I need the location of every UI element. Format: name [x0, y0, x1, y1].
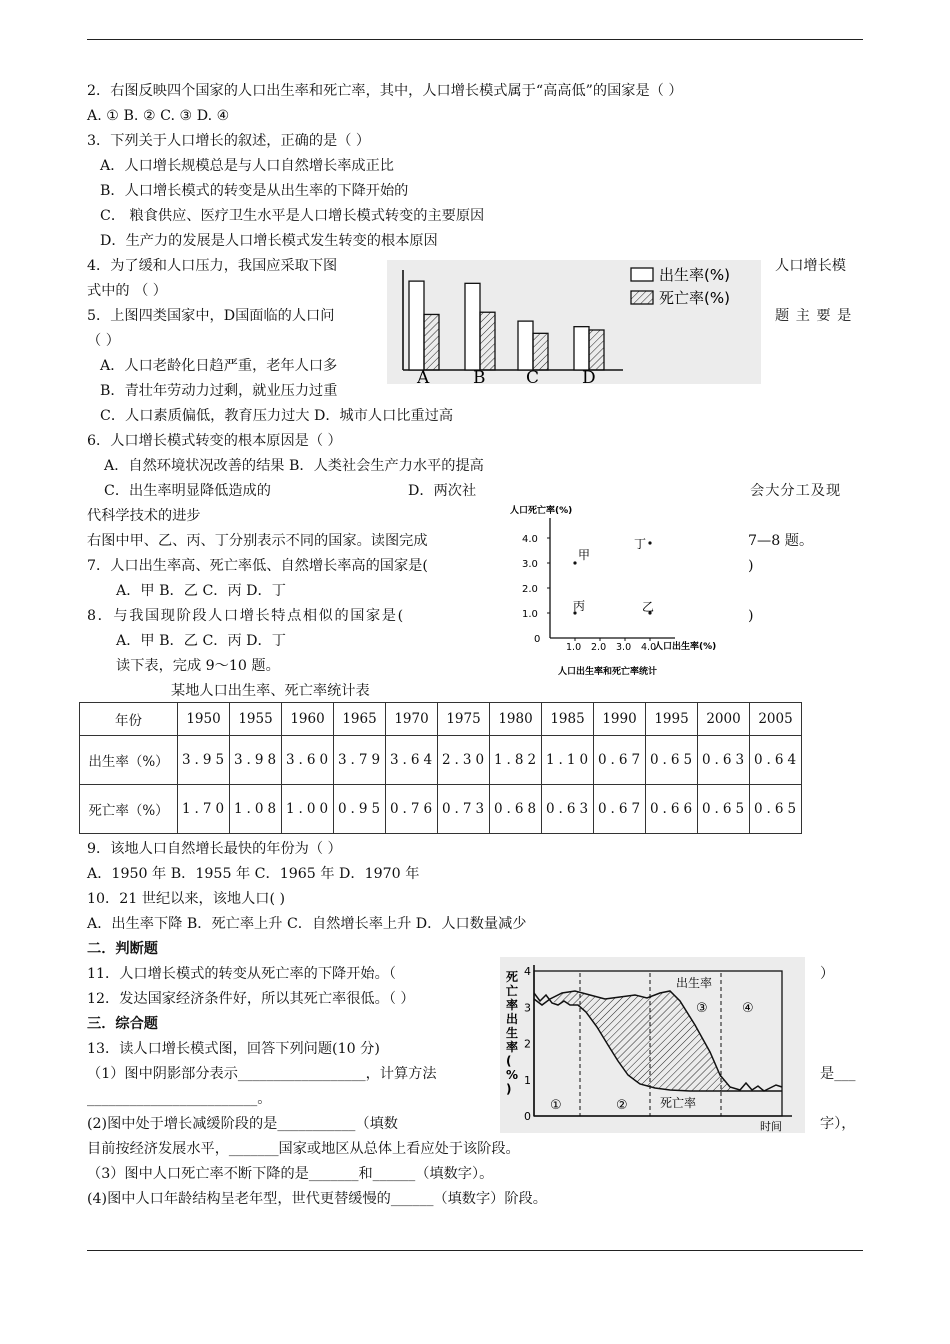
q4-stem-right: 人口增长模 [775, 258, 846, 274]
bar-chart-figure [387, 260, 761, 384]
table-cell-birth: 3.95 [178, 736, 230, 785]
q13-part2-cont: 目前按经济发展水平，_______国家或地区从总体上看应处于该阶段。 [87, 1141, 520, 1157]
table-cell-death: 1.08 [230, 785, 282, 834]
growth-y-label-char: 死 [506, 970, 519, 984]
q5-paren: （ ） [87, 333, 120, 349]
scatter-title: 人口出生率和死亡率统计 [558, 667, 658, 677]
scatter-y-tick-label: 4.0 [522, 534, 538, 545]
q3-option-c: C． 粮食供应、医疗卫生水平是人口增长模式转变的主要原因 [100, 208, 485, 224]
legend-death-label: 死亡率(%) [659, 289, 730, 307]
scatter-x-tick-label: 4.0 [641, 642, 657, 653]
bar-category-label: C [526, 368, 540, 384]
read-table-instruction: 读下表，完成 9～10 题。 [116, 658, 280, 674]
growth-y-tick-label: 0 [524, 1110, 531, 1123]
q11-close: ） [820, 966, 835, 982]
growth-y-label-char: 率 [506, 998, 519, 1012]
table-cell-year: 1990 [594, 703, 646, 736]
bottom-rule [87, 1250, 863, 1251]
q13-part2-right: 字）， [820, 1116, 856, 1132]
bar-category-label: D [582, 368, 596, 384]
bar-death-rate-C [533, 333, 548, 370]
table-cell-death: 0.76 [386, 785, 438, 834]
legend-birth-swatch [631, 268, 653, 281]
q13-part2-left: (2)图中处于增长减缓阶段的是___________（填数 [87, 1116, 398, 1132]
q8-close: ) [748, 608, 754, 624]
growth-y-label-char: ) [506, 1082, 512, 1096]
table-row [80, 703, 802, 736]
table-cell-birth: 2.30 [438, 736, 490, 785]
table-title: 某地人口出生率、死亡率统计表 [171, 683, 370, 699]
table-cell-birth: 0.67 [594, 736, 646, 785]
table-cell-year: 1950 [178, 703, 230, 736]
q3-option-d: D．生产力的发展是人口增长模式发生转变的根本原因 [100, 233, 438, 249]
q3-stem: 3．下列关于人口增长的叙述，正确的是（ ） [87, 133, 371, 149]
growth-y-label-char: % [506, 1068, 519, 1082]
table-cell-birth: 1.10 [542, 736, 594, 785]
growth-x-label: 时间 [760, 1120, 782, 1133]
scatter-figure [500, 498, 740, 680]
scatter-point-label: 丁 [634, 537, 647, 551]
growth-y-tick-label: 2 [524, 1037, 531, 1051]
stage-2-label: ② [616, 1098, 628, 1113]
intro-7-8-left: 右图中甲、乙、丙、丁分别表示不同的国家。读图完成 [87, 533, 428, 549]
scatter-x-tick-label: 3.0 [616, 642, 632, 653]
growth-y-tick-label: 3 [524, 1001, 531, 1015]
growth-y-label-char: 出 [506, 1012, 519, 1026]
table-cell-birth: 0.65 [646, 736, 698, 785]
top-rule [87, 39, 863, 40]
table-cell-birth: 3.60 [282, 736, 334, 785]
growth-model-chart [500, 957, 805, 1133]
q13-part1-cont: ________________________。 [87, 1091, 272, 1107]
section-comprehensive-title: 三．综合题 [87, 1016, 158, 1032]
growth-y-label [506, 969, 518, 1096]
table-cell-birth: 3.98 [230, 736, 282, 785]
table-cell-death: 1.70 [178, 785, 230, 834]
table-cell-year: 1985 [542, 703, 594, 736]
table-cell-year: 1960 [282, 703, 334, 736]
table-header-year: 年份 [80, 703, 178, 736]
q3-option-b: B．人口增长模式的转变是从出生率的下降开始的 [100, 183, 409, 199]
growth-y-tick-label: 4 [524, 965, 531, 978]
growth-y-label-char: 生 [506, 1026, 519, 1040]
q5-option-a: A．人口老龄化日趋严重，老年人口多 [100, 358, 338, 374]
q6-option-d-right: 会大分工及现 [750, 483, 842, 499]
scatter-x-tick-label: 2.0 [591, 642, 607, 653]
q13-part1-right: 是___ [820, 1066, 856, 1082]
stage-1-label: ① [550, 1098, 562, 1113]
table-row [80, 736, 802, 785]
growth-y-label-char: ( [506, 1054, 512, 1068]
bar-death-rate-A [424, 314, 439, 370]
q5-option-cd: C．人口素质偏低，教育压力过大 D．城市人口比重过高 [100, 408, 454, 424]
table-cell-year: 1980 [490, 703, 542, 736]
q5-stem-left: 5．上图四类国家中，D国面临的人口问 [87, 308, 335, 324]
stats-table [79, 702, 802, 834]
birth-rate-label: 出生率 [676, 976, 713, 990]
table-cell-death: 0.73 [438, 785, 490, 834]
q4-stem-left: 4．为了缓和人口压力，我国应采取下图 [87, 258, 338, 274]
q10-options: A．出生率下降 B．死亡率上升 C．自然增长率上升 D．人口数量减少 [87, 916, 527, 932]
legend-birth-label: 出生率(%) [659, 266, 730, 284]
q5-option-b: B．青壮年劳动力过剩，就业压力过重 [100, 383, 338, 399]
q7-options: A．甲 B．乙 C．丙 D．丁 [116, 583, 286, 599]
growth-y-tick-label: 1 [524, 1073, 531, 1087]
q13-part3: （3）图中人口死亡率不断下降的是_______和______（填数字）。 [87, 1166, 494, 1182]
scatter-point-label: 乙 [642, 600, 655, 614]
q5-stem-right: 题 主 要 是 [775, 308, 853, 324]
table-cell-birth: 0.63 [698, 736, 750, 785]
intro-7-8-right: 7—8 题。 [748, 533, 814, 549]
q2-options: A. ① B. ② C. ③ D. ④ [87, 108, 230, 124]
growth-y-label-char: 亡 [506, 984, 519, 998]
bar-death-rate-B [480, 312, 495, 370]
bar-chart [387, 260, 761, 384]
q12-stem: 12．发达国家经济条件好，所以其死亡率很低。（ ） [87, 991, 415, 1007]
q7-close: ) [748, 558, 754, 574]
table-cell-year: 2005 [750, 703, 802, 736]
q13-stem: 13．读人口增长模式图，回答下列问题(10 分) [87, 1041, 380, 1057]
scatter-point-label: 丙 [573, 599, 586, 613]
bar-death-rate-D [589, 330, 604, 370]
table-label-birth: 出生率（%） [80, 736, 178, 785]
section-judgement-title: 二．判断题 [87, 941, 158, 957]
table-cell-year: 1965 [334, 703, 386, 736]
bar-birth-rate-C [518, 321, 533, 370]
table-cell-birth: 0.64 [750, 736, 802, 785]
table-cell-death: 0.63 [542, 785, 594, 834]
scatter-point [648, 541, 651, 544]
stage-4-label: ④ [742, 1001, 754, 1016]
q11-stem: 11．人口增长模式的转变从死亡率的下降开始。（ [87, 966, 396, 982]
bar-category-label: A [417, 368, 430, 384]
table-cell-death: 0.67 [594, 785, 646, 834]
table-cell-death: 0.66 [646, 785, 698, 834]
table-cell-year: 1955 [230, 703, 282, 736]
q10-stem: 10．21 世纪以来，该地人口( ) [87, 891, 286, 907]
scatter-x-tick-label: 1.0 [566, 642, 582, 653]
scatter-origin: 0 [534, 634, 541, 645]
table-cell-birth: 3.79 [334, 736, 386, 785]
table-cell-year: 1975 [438, 703, 490, 736]
table-cell-death: 0.68 [490, 785, 542, 834]
q6-option-c: C．出生率明显降低造成的 [104, 483, 271, 499]
bar-birth-rate-B [465, 283, 480, 370]
q6-option-d-left: D．两次社 [408, 483, 477, 499]
table-row [80, 785, 802, 834]
q13-part4: (4)图中人口年龄结构呈老年型，世代更替缓慢的______（填数字）阶段。 [87, 1191, 547, 1207]
q2-stem: 2．右图反映四个国家的人口出生率和死亡率，其中，人口增长模式属于“高高低”的国家是（ ） [87, 83, 683, 99]
table-cell-birth: 3.64 [386, 736, 438, 785]
scatter-x-label: 人口出生率(%) [654, 642, 717, 652]
scatter-point [573, 561, 576, 564]
bar-category-label: B [473, 368, 486, 384]
scatter-y-label: 人口死亡率(%) [510, 506, 573, 516]
bar-birth-rate-A [409, 281, 424, 370]
q6-option-d-cont: 代科学技术的进步 [87, 508, 201, 524]
scatter-point-label: 甲 [578, 548, 591, 562]
scatter-chart [500, 498, 740, 680]
scatter-y-tick-label: 1.0 [522, 609, 538, 620]
table-cell-death: 0.65 [750, 785, 802, 834]
q6-stem: 6．人口增长模式转变的根本原因是（ ） [87, 433, 342, 449]
q13-part1-left: （1）图中阴影部分表示__________________，计算方法 [87, 1066, 437, 1082]
table-label-death: 死亡率（%） [80, 785, 178, 834]
table-cell-death: 0.95 [334, 785, 386, 834]
table-cell-year: 1995 [646, 703, 698, 736]
table-cell-death: 0.65 [698, 785, 750, 834]
table-cell-death: 1.00 [282, 785, 334, 834]
growth-model-figure [500, 957, 805, 1133]
death-rate-label: 死亡率 [660, 1096, 697, 1110]
q8-stem: 8．与我国现阶段人口增长特点相似的国家是( [87, 608, 405, 624]
table-cell-year: 2000 [698, 703, 750, 736]
table-cell-birth: 1.82 [490, 736, 542, 785]
scatter-y-tick-label: 3.0 [522, 559, 538, 570]
q7-stem: 7．人口出生率高、死亡率低、自然增长率高的国家是( [87, 558, 428, 574]
table-cell-year: 1970 [386, 703, 438, 736]
stage-3-label: ③ [696, 1001, 708, 1016]
q6-option-ab: A．自然环境状况改善的结果 B．人类社会生产力水平的提高 [104, 458, 484, 474]
q9-stem: 9．该地人口自然增长最快的年份为（ ） [87, 841, 342, 857]
growth-y-label-char: 率 [506, 1040, 519, 1054]
q9-options: A．1950 年 B．1955 年 C．1965 年 D．1970 年 [87, 866, 420, 882]
q4-stem-cont: 式中的 （ ） [87, 283, 167, 299]
q3-option-a: A．人口增长规模总是与人口自然增长率成正比 [100, 158, 394, 174]
scatter-y-tick-label: 2.0 [522, 584, 538, 595]
q8-options: A．甲 B．乙 C．丙 D．丁 [116, 633, 286, 649]
legend-death-swatch [631, 291, 653, 304]
bar-birth-rate-D [574, 327, 589, 370]
